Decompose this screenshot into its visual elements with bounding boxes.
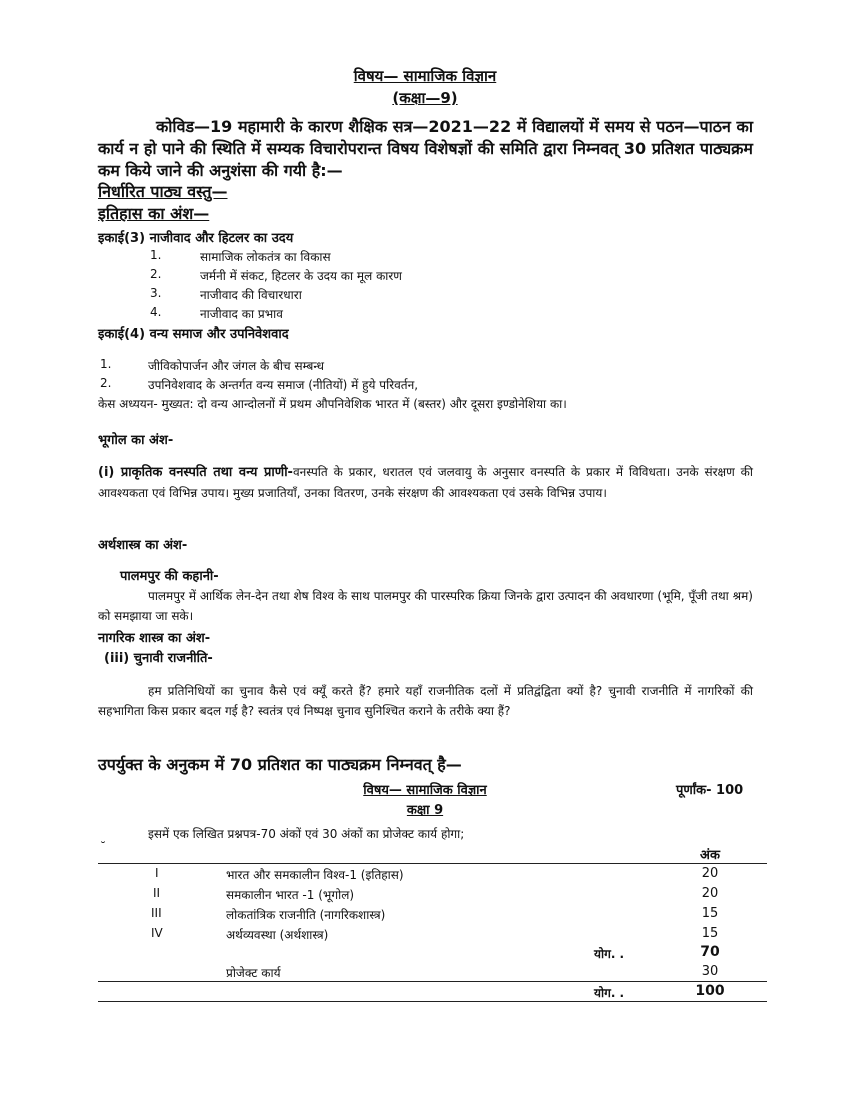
geography-item-title: (i) प्राकृतिक वनस्पति तथा वन्य प्राणी- bbox=[98, 465, 293, 480]
total-value: 100 bbox=[695, 983, 725, 999]
syllabus70-heading: उपर्युक्त के अनुकम में 70 प्रतिशत का पाठ्यक्रम निम्नवत् है— bbox=[98, 755, 462, 774]
unit3-item: नाजीवाद का प्रभाव bbox=[200, 307, 283, 321]
economics-heading: अर्थशास्त्र का अंश- bbox=[98, 538, 188, 553]
unit3-item-num: 1. bbox=[150, 248, 162, 262]
project-label: प्रोजेक्ट कार्य bbox=[226, 966, 281, 980]
civics-heading: नागरिक शास्त्र का अंश- bbox=[98, 631, 211, 646]
marks-column-header: अंक bbox=[700, 848, 720, 863]
unit3-item-num: 2. bbox=[150, 267, 162, 281]
syllabus70-note: इसमें एक लिखित प्रश्नपत्र-70 अंकों एवं 30 अंकों का प्रोजेक्ट कार्य होगा; bbox=[148, 827, 465, 841]
syllabus70-subject: विषय— सामाजिक विज्ञान bbox=[363, 783, 487, 798]
geography-item-text: वनस्पति के प्रकार, धरातल एवं जलवायु के अनुसार वनस्पति के प्रकार में विविधता। उनके संरक्षण की आवश्यकता एवं विभिन्न उपाय। मुख्य प्रजातियाँ, उनका वितरण, उनके संरक्षण की आवश्यकता एवं उसके विभिन्न उपाय। bbox=[98, 465, 753, 500]
unit3-item-num: 4. bbox=[150, 305, 162, 319]
row-title: भारत और समकालीन विश्व-1 (इतिहास) bbox=[226, 868, 404, 882]
row-marks: 15 bbox=[701, 906, 719, 921]
subtotal-label: योग. . bbox=[594, 947, 625, 961]
row-title: लोकतांत्रिक राजनीति (नागरिकशास्त्र) bbox=[226, 908, 386, 922]
unit3-item: नाजीवाद की विचारधारा bbox=[200, 288, 302, 302]
economics-item-title: पालमपुर की कहानी- bbox=[120, 569, 219, 584]
total-bottom-rule bbox=[98, 1001, 767, 1002]
row-roman: II bbox=[153, 886, 161, 900]
row-roman: IV bbox=[151, 926, 163, 940]
geography-heading: भूगोल का अंश- bbox=[98, 433, 174, 448]
row-roman: I bbox=[155, 866, 159, 880]
unit4-item-num: 2. bbox=[100, 376, 112, 390]
row-marks: 15 bbox=[701, 926, 719, 941]
civics-item-title: (iii) चुनावी राजनीति- bbox=[104, 651, 213, 666]
unit3-item: सामाजिक लोकतंत्र का विकास bbox=[200, 250, 331, 264]
class-title: (कक्षा—9) bbox=[392, 89, 458, 107]
row-roman: III bbox=[151, 906, 162, 920]
total-label: योग. . bbox=[594, 986, 625, 1000]
unit3-title: इकाई(3) नाजीवाद और हिटलर का उदय bbox=[98, 231, 294, 246]
history-heading: इतिहास का अंश— bbox=[98, 204, 210, 223]
economics-item-text: पालमपुर में आर्थिक लेन-देन तथा शेष विश्व के साथ पालमपुर की पारस्परिक क्रिया जिनके द्वारा उत्पादन की अवधारणा (भूमि, पूँजी तथा श्रम) को समझाया जा सके। bbox=[98, 589, 753, 623]
unit3-item: जर्मनी में संकट, हिटलर के उदय का मूल कारण bbox=[200, 269, 402, 283]
subtotal-value: 70 bbox=[700, 944, 720, 960]
table-header-rule bbox=[98, 863, 767, 864]
civics-item-text: हम प्रतिनिधियों का चुनाव कैसे एवं क्यूँ करते हैं? हमारे यहाँ राजनीतिक दलों में प्रतिद्वंद्विता क्यों है? चुनावी राजनीति में नागरिकों की सहभागिता किस प्रकार बदल गई है? स्वतंत्र एवं निष्पक्ष चुनाव सुनिश्चित कराने के तरीके क्या हैं? bbox=[98, 684, 753, 718]
total-top-rule bbox=[98, 981, 767, 982]
geography-item bbox=[98, 462, 753, 503]
project-value: 30 bbox=[701, 964, 719, 979]
row-marks: 20 bbox=[701, 866, 719, 881]
row-title: अर्थव्यवस्था (अर्थशास्त्र) bbox=[226, 928, 329, 942]
syllabus70-class: कक्षा 9 bbox=[406, 803, 444, 818]
row-marks: 20 bbox=[701, 886, 719, 901]
unit3-item-num: 3. bbox=[150, 286, 162, 300]
unit4-title: इकाई(4) वन्य समाज और उपनिवेशवाद bbox=[98, 327, 289, 342]
unit4-item: जीविकोपार्जन और जंगल के बीच सम्बन्ध bbox=[148, 359, 325, 373]
prescribed-heading: निर्धारित पाठ्य वस्तु— bbox=[98, 182, 228, 201]
intro-paragraph: कोविड—19 महामारी के कारण शैक्षिक सत्र—2021—22 में विद्यालयों में समय से पठन—पाठन का कार्य न हो पाने की स्थिति में सम्यक विचारोपरान्त विषय विशेषज्ञों की समिति द्वारा निम्नवत् 30 प्रतिशत पाठ्यक्रम कम किये जाने की अनुशंसा की गयी है:— bbox=[98, 117, 753, 180]
unit4-item: उपनिवेशवाद के अन्तर्गत वन्य समाज (नीतियों) में हुये परिवर्तन, bbox=[148, 378, 419, 392]
unit4-item-num: 1. bbox=[100, 357, 112, 371]
subject-title: विषय— सामाजिक विज्ञान bbox=[353, 67, 497, 85]
max-marks: पूर्णांक- 100 bbox=[676, 783, 744, 798]
case-study: केस अध्ययन- मुख्यत: दो वन्य आन्दोलनों में प्रथम औपनिवेशिक भारत में (बस्तर) और दूसरा इण्डोनेशिया का। bbox=[98, 397, 567, 411]
row-title: समकालीन भारत -1 (भूगोल) bbox=[226, 888, 355, 902]
stray-mark: ˘ bbox=[100, 840, 106, 854]
